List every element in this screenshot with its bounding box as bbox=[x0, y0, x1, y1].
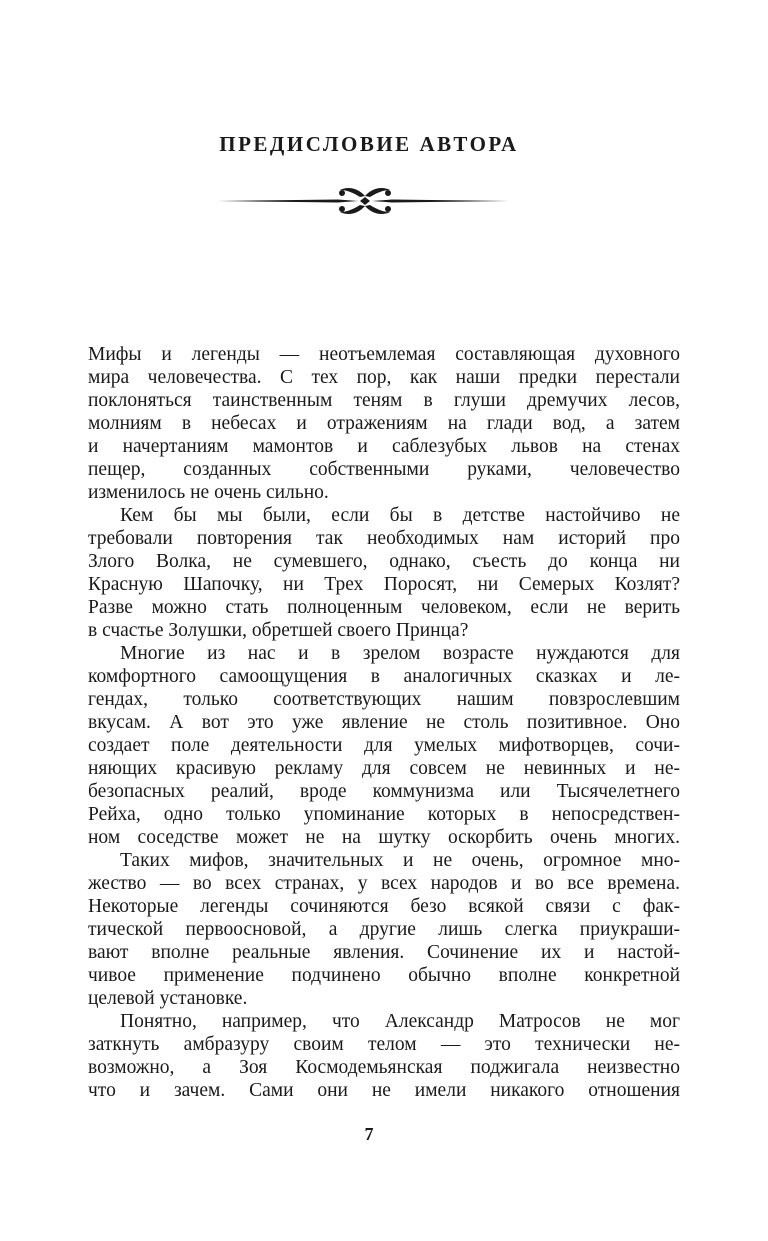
text-line: возможно, а Зоя Космодемьянская поджигала неизвестно bbox=[88, 1057, 680, 1078]
paragraph bbox=[88, 642, 680, 849]
text-line: поклоняться таинственным теням в глуши дремучих лесов, bbox=[88, 390, 680, 411]
text-line: и начертаниям мамонтов и саблезубых львов на стенах bbox=[88, 436, 680, 457]
text-line: пещер, созданных собственными руками, человечество bbox=[88, 459, 680, 480]
text-line: няющих красивую рекламу для совсем не невинных и не- bbox=[88, 758, 680, 779]
text-line: требовали повторения так необходимых нам историй про bbox=[88, 528, 680, 549]
text-line: заткнуть амбразуру своим телом — это технически не- bbox=[88, 1034, 680, 1055]
text-line: создает поле деятельности для умелых мифотворцев, сочи- bbox=[88, 735, 680, 756]
text-line: Кем бы мы были, если бы в детстве настойчиво не bbox=[120, 505, 680, 526]
text-line: тической первоосновой, а другие лишь слегка приукраши- bbox=[88, 919, 680, 940]
text-line: вкусам. А вот это уже явление не столь позитивное. Оно bbox=[88, 712, 680, 733]
text-line: комфортного самоощущения в аналогичных сказках и ле- bbox=[88, 666, 680, 687]
text-line: Понятно, например, что Александр Матросов не мог bbox=[120, 1011, 680, 1032]
text-line: жество — во всех странах, у всех народов и во все времена. bbox=[88, 873, 680, 894]
text-line: Красную Шапочку, ни Трех Поросят, ни Семерых Козлят? bbox=[88, 574, 680, 595]
text-line: Многие из нас и в зрелом возрасте нуждаются для bbox=[120, 643, 680, 664]
text-line: чивое применение подчинено обычно вполне конкретной bbox=[88, 965, 680, 986]
text-line: в счастье Золушки, обретшей своего Принца? bbox=[88, 620, 469, 641]
chapter-title: ПРЕДИСЛОВИЕ АВТОРА bbox=[219, 132, 519, 156]
text-line: Разве можно стать полноценным человеком, если не верить bbox=[88, 597, 680, 618]
text-line: что и зачем. Сами они не имели никакого отношения bbox=[88, 1080, 680, 1101]
paragraph bbox=[88, 343, 680, 504]
text-line: изменилось не очень сильно. bbox=[88, 482, 329, 503]
text-line: целевой установке. bbox=[88, 988, 248, 1009]
text-line: Злого Волка, не сумевшего, однако, съесть до конца ни bbox=[88, 551, 680, 572]
text-line: мира человечества. С тех пор, как наши предки перестали bbox=[88, 367, 680, 388]
text-line: Рейха, одно только упоминание которых в непосредствен- bbox=[88, 804, 680, 825]
text-line: Некоторые легенды сочиняются безо всякой связи с фак- bbox=[88, 896, 680, 917]
text-line: Мифы и легенды — неотъемлемая составляющая духовного bbox=[88, 344, 680, 365]
paragraph bbox=[88, 849, 680, 1010]
text-line: вают вполне реальные явления. Сочинение их и настой- bbox=[88, 942, 680, 963]
text-line: ном соседстве может не на шутку оскорбить очень многих. bbox=[88, 827, 680, 848]
paragraph bbox=[88, 1010, 680, 1102]
text-line: Таких мифов, значительных и не очень, огромное мно- bbox=[120, 850, 680, 871]
page-number: 7 bbox=[364, 1124, 374, 1144]
paragraph bbox=[88, 504, 680, 642]
ornament-divider-icon bbox=[218, 184, 512, 218]
text-line: молниям в небесах и отражениям на глади вод, а затем bbox=[88, 413, 680, 434]
body-text bbox=[88, 343, 680, 1102]
text-line: гендах, только соответствующих нашим повзрослевшим bbox=[88, 689, 680, 710]
text-line: безопасных реалий, вроде коммунизма или Тысячелетнего bbox=[88, 781, 680, 802]
